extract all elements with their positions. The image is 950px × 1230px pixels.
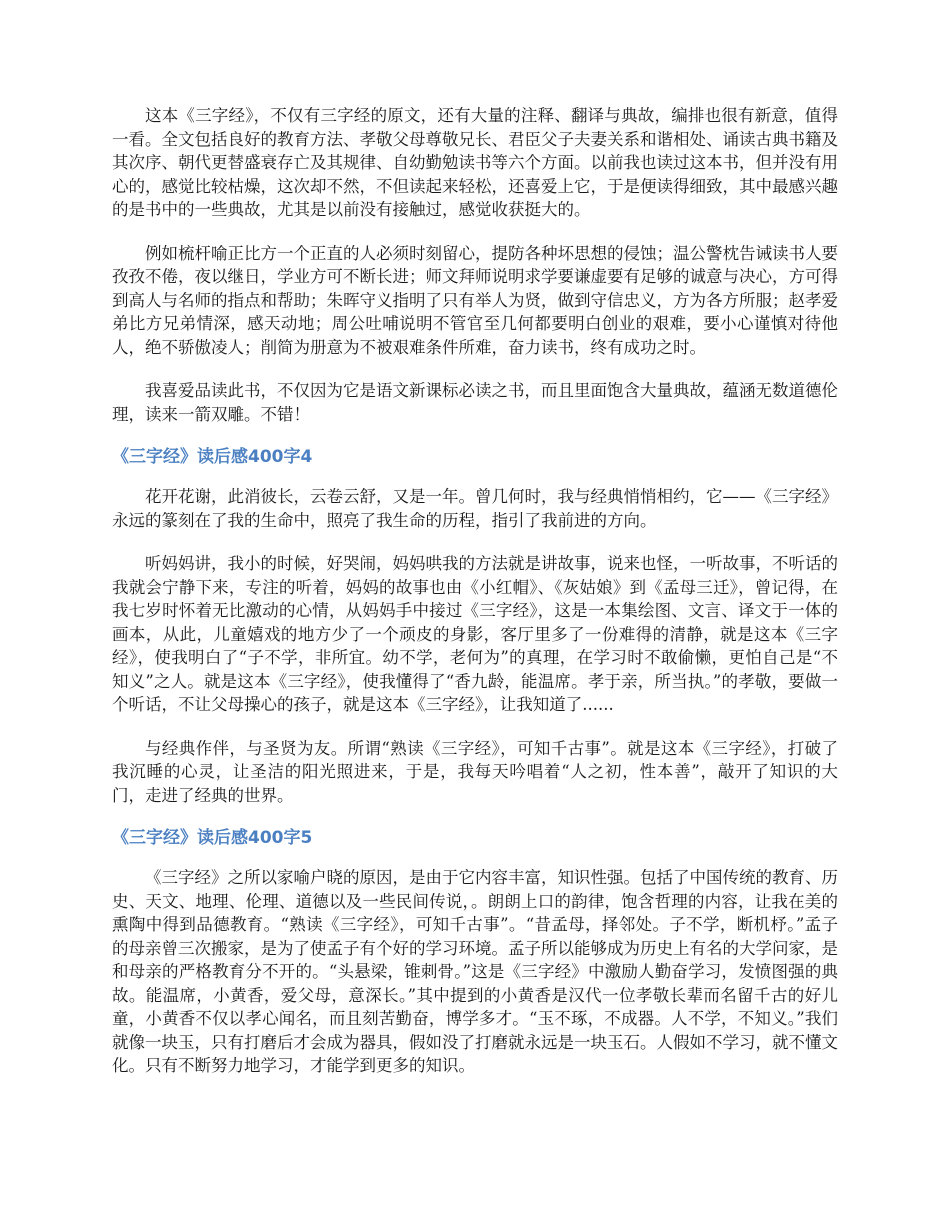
paragraph: 与经典作伴，与圣贤为友。所谓“熟读《三字经》，可知千古事”。就是这本《三字经》，打破了我沉睡的心灵，让圣洁的阳光照进来，于是，我每天吟唱着“人之初，性本善”，敲开了知识的大门，走进了经典的世界。 [112,738,838,805]
paragraph: 这本《三字经》，不仅有三字经的原文，还有大量的注释、翻译与典故，编排也很有新意，值得一看。全文包括良好的教育方法、孝敬父母尊敬兄长、君臣父子夫妻关系和谐相处、诵读古典书籍及其次序、朝代更替盛衰存亡及其规律、自幼勤勉读书等六个方面。以前我也读过这本书，但并没有用心的，感觉比较枯燥，这次却不然，不但读起来轻松，还喜爱上它，于是便读得细致，其中最感兴趣的是书中的一些典故，尤其是以前没有接触过，感觉收获挺大的。 [112,106,838,219]
document-page [112,104,838,1098]
paragraph: 花开花谢，此消彼长，云卷云舒，又是一年。曾几何时，我与经典悄悄相约，它——《三字经》永远的篆刻在了我的生命中，照亮了我生命的历程，指引了我前进的方向。 [112,487,838,530]
section-heading: 《三字经》读后感400字4 [112,447,313,467]
section-heading: 《三字经》读后感400字5 [112,828,313,848]
paragraph: 我喜爱品读此书，不仅因为它是语文新课标必读之书，而且里面饱含大量典故，蕴涵无数道德伦理，读来一箭双雕。不错！ [112,381,838,424]
paragraph: 听妈妈讲，我小的时候，好哭闹，妈妈哄我的方法就是讲故事，说来也怪，一听故事，不听话的我就会宁静下来，专注的听着，妈妈的故事也由《小红帽》、《灰姑娘》到《孟母三迁》，曾记得，在我七岁时怀着无比激动的心情，从妈妈手中接过《三字经》，这是一本集绘图、文言、译文于一体的画本，从此，儿童嬉戏的地方少了一个顽皮的身影，客厅里多了一份难得的清静，就是这本《三字经》，使我明白了“子不学，非所宜。幼不学，老何为”的真理，在学习时不敢偷懒，更怕自己是“不知义”之人。就是这本《三字经》，使我懂得了“香九龄，能温席。孝于亲，所当执。”的孝敬，要做一个听话，不让父母操心的孩子，就是这本《三字经》，让我知道了...... [112,554,838,714]
paragraph: 例如梳杆喻正比方一个正直的人必须时刻留心，提防各种坏思想的侵蚀；温公警枕告诫读书人要孜孜不倦，夜以继日，学业方可不断长进；师文拜师说明求学要谦虚要有足够的诚意与决心，方可得到高人与名师的指点和帮助；朱晖守义指明了只有举人为贤，做到守信忠义，方为各方所服；赵孝爱弟比方兄弟情深，感天动地；周公吐哺说明不管官至几何都要明白创业的艰难，要小心谨慎对待他人，绝不骄傲凌人；削简为册意为不被艰难条件所难，奋力读书，终有成功之时。 [112,243,838,357]
paragraph: 《三字经》之所以家喻户晓的原因，是由于它内容丰富，知识性强。包括了中国传统的教育、历史、天文、地理、伦理、道德以及一些民间传说，。朗朗上口的韵律，饱含哲理的内容，让我在美的熏陶中得到品德教育。“熟读《三字经》，可知千古事”。“昔孟母，择邻处。子不学，断机杼。”孟子的母亲曾三次搬家，是为了使孟子有个好的学习环境。孟子所以能够成为历史上有名的大学问家，是和母亲的严格教育分不开的。“头悬梁，锥刺骨。”这是《三字经》中激励人勤奋学习，发愤图强的典故。能温席，小黄香，爱父母，意深长。”其中提到的小黄香是汉代一位孝敬长辈而名留千古的好儿童，小黄香不仅以孝心闻名，而且刻苦勤奋，博学多才。“玉不琢，不成器。人不学，不知义。”我们就像一块玉，只有打磨后才会成为器具，假如没了打磨就永远是一块玉石。人假如不学习，就不懂文化。只有不断努力地学习，才能学到更多的知识。 [112,868,838,1075]
